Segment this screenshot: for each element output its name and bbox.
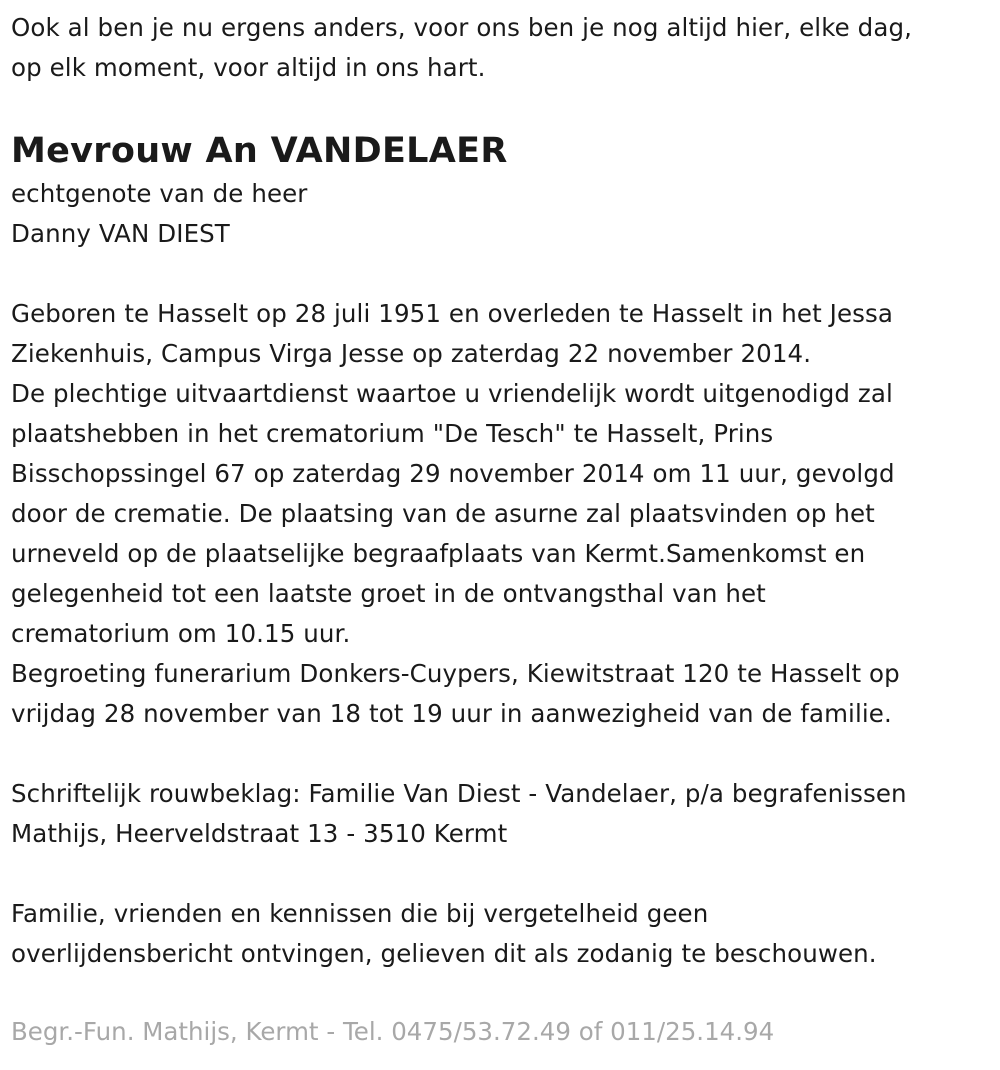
intro-line: op elk moment, voor altijd in ons hart. (11, 53, 486, 82)
body-line: plaatshebben in het crematorium "De Tesch" te Hasselt, Prins (11, 419, 774, 448)
body-line: crematorium om 10.15 uur. (11, 619, 351, 648)
body-line: De plechtige uitvaartdienst waartoe u vriendelijk wordt uitgenodigd zal (11, 379, 893, 408)
spouse-info (11, 174, 982, 254)
body-line: Geboren te Hasselt op 28 juli 1951 en overleden te Hasselt in het Jessa (11, 299, 894, 328)
spacer (11, 854, 982, 894)
condolence-address (11, 774, 982, 854)
family-notice (11, 894, 982, 974)
intro-line: Ook al ben je nu ergens anders, voor ons ben je nog altijd hier, elke dag, (11, 13, 912, 42)
spouse-name: Danny VAN DIEST (11, 219, 230, 248)
spacer (11, 254, 982, 294)
notice-line: overlijdensbericht ontvingen, gelieven dit als zodanig te beschouwen. (11, 939, 877, 968)
spacer (11, 734, 982, 774)
body-line: vrijdag 28 november van 18 tot 19 uur in aanwezigheid van de familie. (11, 699, 892, 728)
spouse-line: echtgenote van de heer (11, 179, 308, 208)
body-line: Begroeting funerarium Donkers-Cuypers, Kiewitstraat 120 te Hasselt op (11, 659, 900, 688)
body-line: Bisschopssingel 67 op zaterdag 29 november 2014 om 11 uur, gevolgd (11, 459, 895, 488)
funeral-home-footer: Begr.-Fun. Mathijs, Kermt - Tel. 0475/53.72.49 of 011/25.14.94 (11, 1017, 775, 1046)
notice-line: Familie, vrienden en kennissen die bij vergetelheid geen (11, 899, 709, 928)
condolence-line: Schriftelijk rouwbeklag: Familie Van Diest - Vandelaer, p/a begrafenissen (11, 779, 907, 808)
body-line: door de crematie. De plaatsing van de asurne zal plaatsvinden op het (11, 499, 875, 528)
intro-quote (11, 8, 982, 88)
body-line: urneveld op de plaatselijke begraafplaats van Kermt.Samenkomst en (11, 539, 866, 568)
funeral-details (11, 294, 982, 734)
body-line: gelegenheid tot een laatste groet in de ontvangsthal van het (11, 579, 766, 608)
body-line: Ziekenhuis, Campus Virga Jesse op zaterdag 22 november 2014. (11, 339, 812, 368)
deceased-name: Mevrouw An VANDELAER (11, 131, 508, 171)
condolence-line: Mathijs, Heerveldstraat 13 - 3510 Kermt (11, 819, 508, 848)
